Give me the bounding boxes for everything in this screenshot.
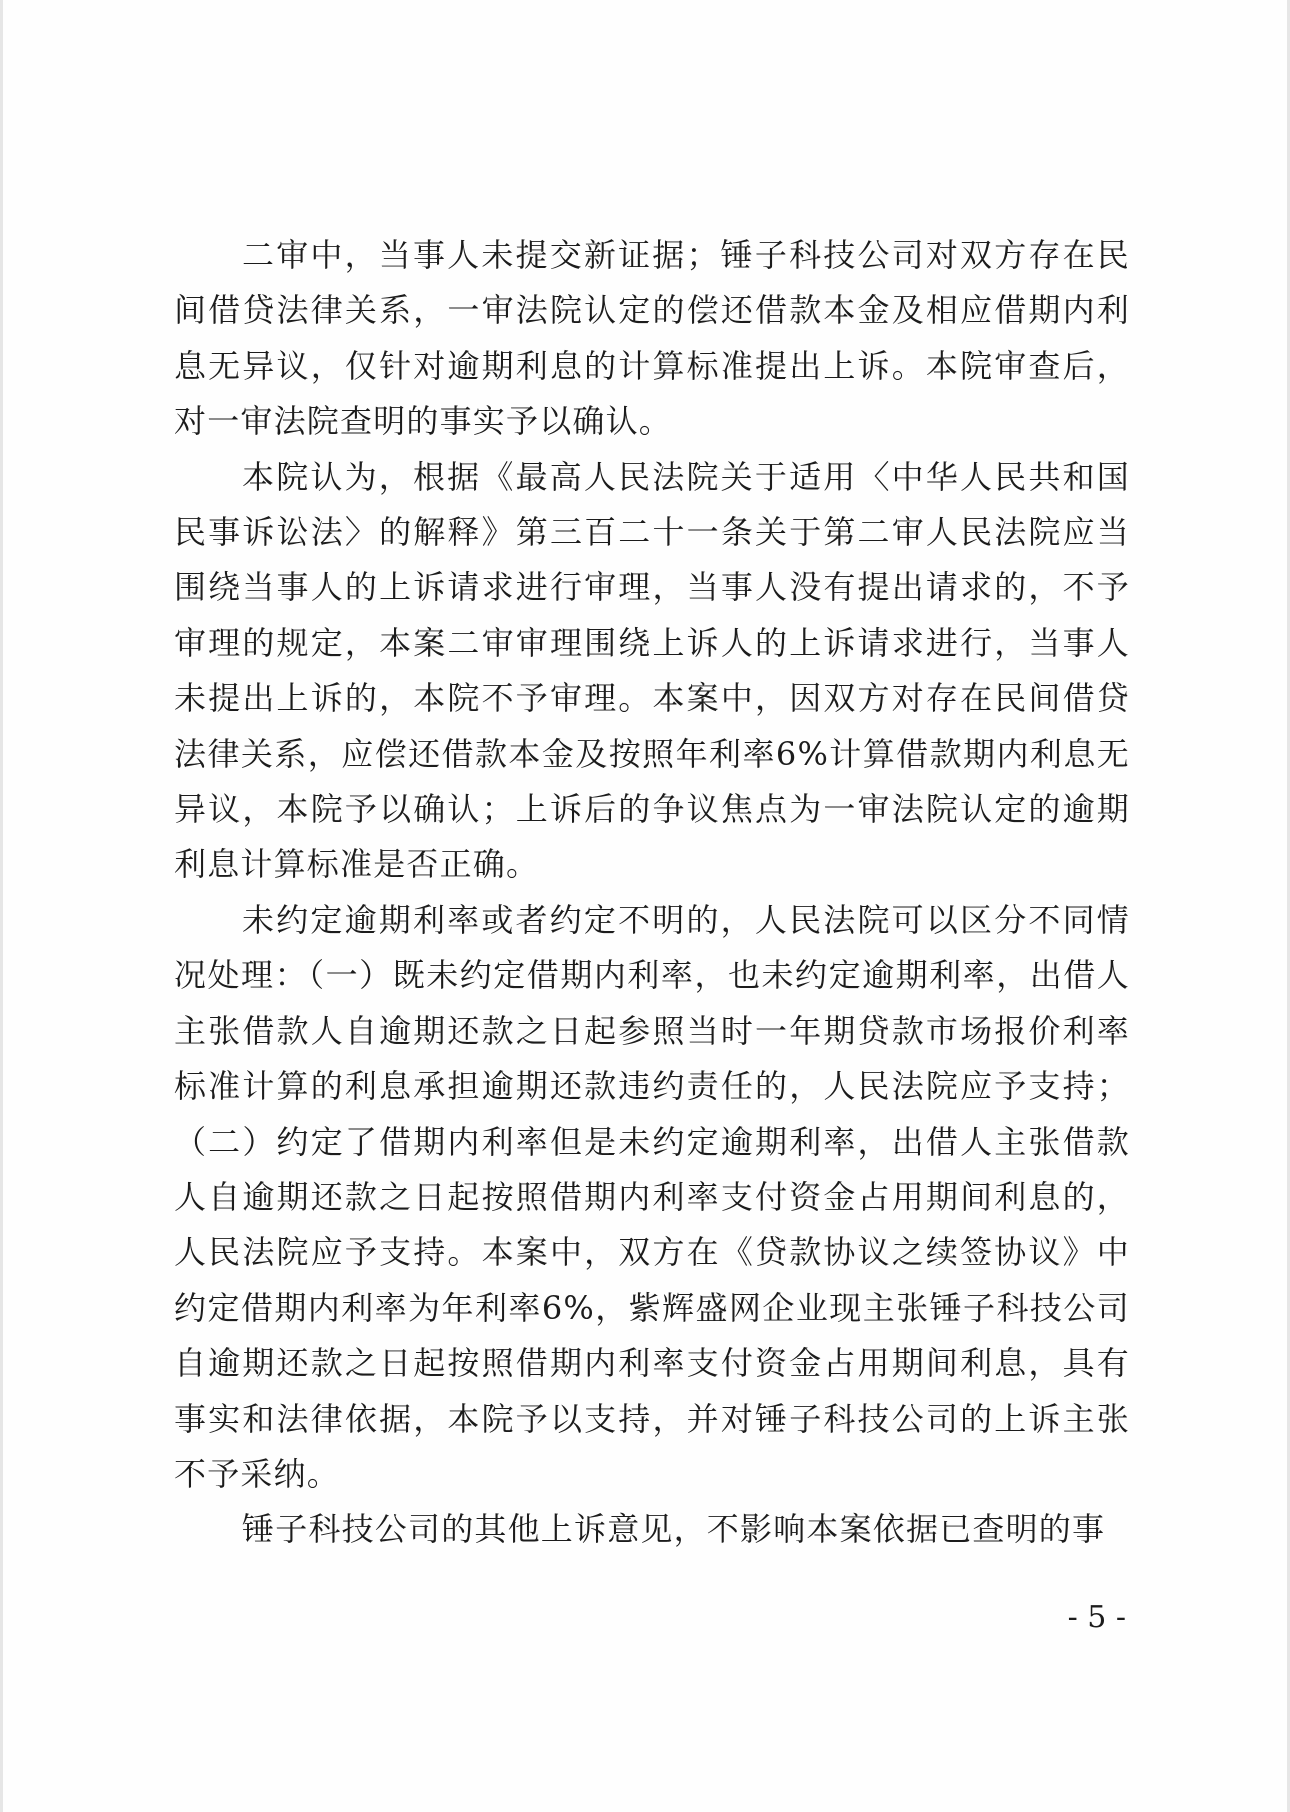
page-left-edge [0,0,3,1812]
page-number: - 5 - [1067,1600,1126,1635]
body-text [174,228,1130,1558]
paragraph-second-instance-evidence: 二审中，当事人未提交新证据；锤子科技公司对双方存在民间借贷法律关系，一审法院认定的偿还借款本金及相应借期内利息无异议，仅针对逾期利息的计算标准提出上诉。本院审查后，对一审法院查明的事实予以确认。 [174,236,1130,441]
paragraph-court-opinion: 本院认为，根据《最高人民法院关于适用〈中华人民共和国民事诉讼法〉的解释》第三百二十一条关于第二审人民法院应当围绕当事人的上诉请求进行审理，当事人没有提出请求的，不予审理的规定，本案二审审理围绕上诉人的上诉请求进行，当事人未提出上诉的，本院不予审理。本案中，因双方对存在民间借贷法律关系，应偿还借款本金及按照年利率6%计算借款期内利息无异议，本院予以确认；上诉后的争议焦点为一审法院认定的逾期利息计算标准是否正确。 [174,457,1130,884]
paragraph-overdue-interest-rules: 未约定逾期利率或者约定不明的，人民法院可以区分不同情况处理：（一）既未约定借期内利率，也未约定逾期利率，出借人主张借款人自逾期还款之日起参照当时一年期贷款市场报价利率标准计算的利息承担逾期还款违约责任的，人民法院应予支持；（二）约定了借期内利率但是未约定逾期利率，出借人主张借款人自逾期还款之日起按照借期内利率支付资金占用期间利息的，人民法院应予支持。本案中，双方在《贷款协议之续签协议》中约定借期内利率为年利率6%，紫辉盛网企业现主张锤子科技公司自逾期还款之日起按照借期内利率支付资金占用期间利息，具有事实和法律依据，本院予以支持，并对锤子科技公司的上诉主张不予采纳。 [174,900,1130,1493]
paragraph-other-appeal-opinions: 锤子科技公司的其他上诉意见，不影响本案依据已查明的事 [242,1510,1106,1549]
